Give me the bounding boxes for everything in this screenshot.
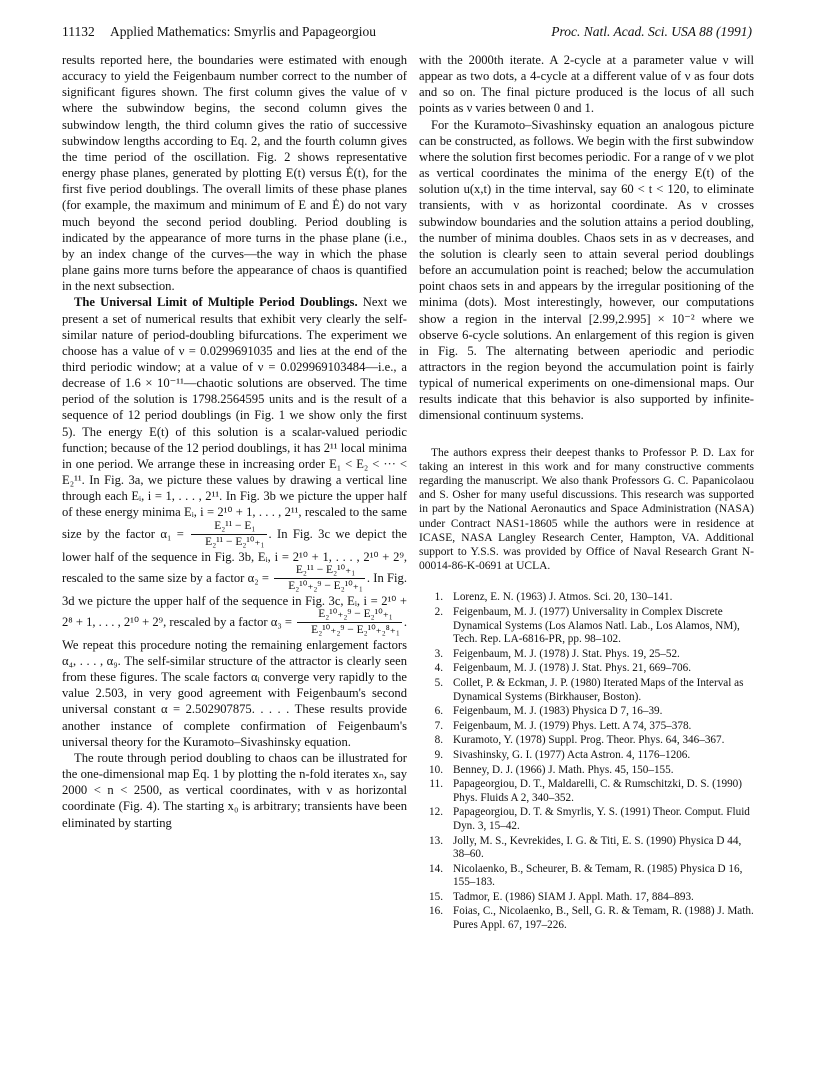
reference-item: [419, 764, 754, 778]
reference-text: Benney, D. J. (1966) J. Math. Phys. 45, 150–155.: [453, 763, 674, 776]
reference-text: Feigenbaum, M. J. (1978) J. Stat. Phys. 21, 669–706.: [453, 662, 692, 675]
journal-citation: Proc. Natl. Acad. Sci. USA 88 (1991): [551, 24, 752, 39]
reference-item: [419, 749, 754, 763]
reference-text: Papageorgiou, D. T. & Smyrlis, Y. S. (1991) Theor. Comput. Fluid Dyn. 3, 15–42.: [453, 806, 750, 832]
paragraph-ks-picture: For the Kuramoto–Sivashinsky equation an analogous picture can be constructed, as follows. We begin with the first subwindow where the solution first becomes periodic. For a range of ν we plot as vertical coordinates the minima of the energy E(t) of the solution u(x,t) in the time interval, say 60 < t < 120, to eliminate transients, with ν as horizontal coordinate. As ν crosses subwindow boundaries and the solution attains a period doubling, the number of minima doubles. Chaos sets in as ν decreases, and the solution is clearly seen to attain several period doublings before an accumulation point is reached; below the accumulation point chaos sets in and appears by the irregular positioning of the minima (dots). Most interestingly, however, our computations show a region in the interval [2.99,2.995] × 10⁻² where we observe 6-cycle solutions. An enlargement of this region is given in Fig. 5. The alternating between aperiodic and periodic attractors in the region beyond the accumulation point is fairly typical of numerical experiments on one-dimensional maps. Our results indicate that this behavior is also supported by infinite-dimensional continuum systems.: [419, 117, 754, 423]
acknowledgments-text: The authors express their deepest thanks to Professor P. D. Lax for taking an interest in this work and for many constructive comments regarding the manuscript. We also thank Professors G. C. Papanicolaou and S. Osher for many useful discussions. This research was supported in part by the National Aeronautics and Space Administration (NASA) under Contract NAS1-18605 while the authors were in residence at ICASE, NASA Langley Research Center, Hampton, VA. Additional support to Y.S.S. was provided by Office of Naval Research Grant N-00014-86-K-0691 at UCLA.: [419, 446, 754, 573]
reference-number: 10.: [429, 763, 443, 776]
left-column: [62, 52, 407, 831]
fraction-alpha-2: [274, 565, 365, 593]
paragraph-route-to-chaos: The route through period doubling to chaos can be illustrated for the one-dimensional map Eq. 1 by plotting the n-fold iterates xₙ, say 2000 < n < 2500, as vertical coordinates, with ν as horizontal coordinate (Fig. 4). The starting x₀ is arbitrary; transients have been eliminated by starting: [62, 750, 407, 830]
reference-text: Nicolaenko, B., Scheurer, B. & Temam, R. (1985) Physica D 16, 155–183.: [453, 862, 743, 889]
section-heading: The Universal Limit of Multiple Period Doublings.: [74, 295, 358, 310]
reference-number: 11.: [429, 778, 443, 791]
paragraph-continued: results reported here, the boundaries were estimated with enough accuracy to yield the Feigenbaum number correct to the number of significant figures shown. The first column gives the value of ν where the subwindow begins, the second column gives the subwindow length, the third column gives the ratio of successive subwindow lengths according to Eq. 2, and the fourth column gives the time period of the oscillation. Fig. 2 shows representative energy phase planes, generated by plotting E(t) versus Ė(t), for the first five period doublings. The overall limits of these phase planes (for example, the maximum and minimum of E and Ė) do not vary much beyond the second period doubling. Period doubling is indicated by the appearance of more turns in the phase plane (i.e., by an index change of the curves—the way in which the phase plane gains more turns before the appearance of chaos is quantified in the next subsection.: [62, 53, 407, 294]
fraction-denominator: E₂¹¹ − E₂¹⁰₊₁: [205, 536, 265, 549]
reference-number: 13.: [429, 834, 443, 847]
reference-text: Papageorgiou, D. T., Maldarelli, C. & Rumschitzki, D. S. (1990) Phys. Fluids A 2, 340–352.: [453, 778, 742, 804]
fraction-alpha-3: [297, 609, 402, 637]
reference-text: Foias, C., Nicolaenko, B., Sell, G. R. & Temam, R. (1988) J. Math. Pures Appl. 67, 197–226.: [453, 905, 754, 932]
fraction-denominator: E₂¹⁰₊₂⁹ − E₂¹⁰₊₂⁸₊₁: [311, 624, 400, 637]
reference-number: 15.: [429, 890, 443, 903]
fraction-numerator: E₂¹⁰₊₂⁹ − E₂¹⁰₊₁: [297, 609, 402, 624]
reference-number: 3.: [434, 647, 443, 660]
paragraph-text: . In Fig. 3c we depict the lower half of the sequence in Fig. 3b, Eᵢ, i = 2¹⁰ + 1, . . . , 2¹⁰ + 2⁹, rescaled to the same size by a factor α₂ =: [62, 526, 407, 585]
paragraph-text: . We repeat this procedure noting the remaining enlargement factors α₄, . . . , α₉. The self-similar structure of the attractor is clearly seen from these figures. The scale factors αᵢ converge very rapidly to the value 2.503, in very good agreement with Feigenbaum's second universal constant α = 2.502907875. . . . . These results provide another instance of complete confirmation of Feigenbaum's universal theory for the Kuramoto–Sivashinsky equation.: [62, 614, 408, 749]
reference-text: Tadmor, E. (1986) SIAM J. Appl. Math. 17, 884–893.: [453, 890, 694, 903]
page-number: 11132: [62, 24, 95, 39]
fraction-numerator: E₂¹¹ − E₁: [191, 521, 266, 536]
reference-number: 4.: [434, 662, 443, 675]
reference-number: 16.: [429, 905, 443, 918]
paragraph-text: Next we present a set of numerical results that exhibit very clearly the self-similar nature of period-doubling bifurcations. The experiment we choose has a value of ν = 0.0299691035 and lies at the end of the third periodic window; at a value of ν = 0.029969103484—i.e., a decrease of 1.6 × 10⁻¹¹—chaotic solutions are observed. The time period of the solution is 1798.2564595 units and is the result of a sequence of 12 period doublings (in Fig. 1 we show only the first 5). The energy E(t) of this solution is a scalar-valued periodic function; because of the 12 period doublings, it has 2¹¹ local minima in one period. We arrange these in increasing order E₁ < E₂ < ··· < E₂¹¹. In Fig. 3a, we picture these values by drawing a vertical line through each Eᵢ, i = 1, . . . , 2¹¹. In Fig. 3b we picture the upper half of these energy minima Eᵢ, i = 2¹⁰ + 1, . . . , 2¹¹, rescaled to the same size by the factor α₁ =: [62, 295, 407, 541]
reference-list: [419, 591, 754, 932]
acknowledgments: [419, 446, 754, 574]
reference-text: Feigenbaum, M. J. (1979) Phys. Lett. A 74, 375–378.: [453, 719, 692, 732]
reference-text: Feigenbaum, M. J. (1978) J. Stat. Phys. 19, 25–52.: [453, 647, 680, 660]
reference-item: [419, 835, 754, 862]
reference-number: 6.: [434, 705, 443, 718]
reference-number: 12.: [429, 806, 443, 819]
fraction-numerator: E₂¹¹ − E₂¹⁰₊₁: [274, 565, 365, 580]
fraction-alpha-1: [191, 521, 266, 549]
reference-item: [419, 905, 754, 932]
reference-item: [419, 648, 754, 662]
reference-item: [419, 720, 754, 734]
running-title: Applied Mathematics: Smyrlis and Papageorgiou: [110, 24, 376, 39]
reference-text: Lorenz, E. N. (1963) J. Atmos. Sci. 20, 130–141.: [453, 591, 673, 604]
reference-item: [419, 863, 754, 890]
reference-text: Sivashinsky, G. I. (1977) Acta Astron. 4, 1176–1206.: [453, 748, 691, 761]
reference-number: 7.: [434, 719, 443, 732]
reference-number: 8.: [434, 734, 443, 747]
reference-number: 9.: [434, 748, 443, 761]
reference-number: 1.: [434, 591, 443, 604]
reference-number: 14.: [429, 862, 443, 875]
paragraph-text: . In Fig. 3d we picture the upper half of the sequence in Fig. 3c, Eᵢ, i = 2¹⁰ + 2⁸ + 1, . . . , 2¹⁰ + 2⁹, rescaled by a factor α₃ =: [62, 570, 407, 629]
reference-text: Feigenbaum, M. J. (1983) Physica D 7, 16–39.: [453, 705, 663, 718]
reference-number: 5.: [434, 676, 443, 689]
reference-item: [419, 662, 754, 676]
reference-text: Kuramoto, Y. (1978) Suppl. Prog. Theor. Phys. 64, 346–367.: [453, 734, 725, 747]
reference-item: [419, 705, 754, 719]
reference-item: [419, 677, 754, 704]
fraction-denominator: E₂¹⁰₊₂⁹ − E₂¹⁰₊₁: [288, 580, 363, 593]
reference-item: [419, 891, 754, 905]
paragraph-continued: with the 2000th iterate. A 2-cycle at a parameter value ν will appear as two dots, a 4-cycle at a different value of ν as four dots and so on. The final picture produced is the locus of all such points as ν varies between 0 and 1.: [419, 53, 754, 116]
reference-item: [419, 591, 754, 605]
section-universal-limit: [62, 294, 407, 750]
reference-text: Jolly, M. S., Kevrekides, I. G. & Titi, E. S. (1990) Physica D 44, 38–60.: [453, 834, 742, 861]
reference-item: [419, 734, 754, 748]
reference-item: [419, 778, 754, 805]
reference-text: Feigenbaum, M. J. (1977) Universality in Complex Discrete Dynamical Systems (Los Alamos Natl. Lab., Los Alamos, NM), Tech. Rep. LA-6816-PR, pp. 98–102.: [453, 606, 740, 646]
reference-text: Collet, P. & Eckman, J. P. (1980) Iterated Maps of the Interval as Dynamical Systems (Birkhauser, Boston).: [453, 676, 744, 703]
reference-number: 2.: [434, 606, 443, 619]
reference-item: [419, 606, 754, 647]
page-header: [62, 24, 752, 46]
reference-item: [419, 806, 754, 833]
right-column: [419, 52, 754, 934]
